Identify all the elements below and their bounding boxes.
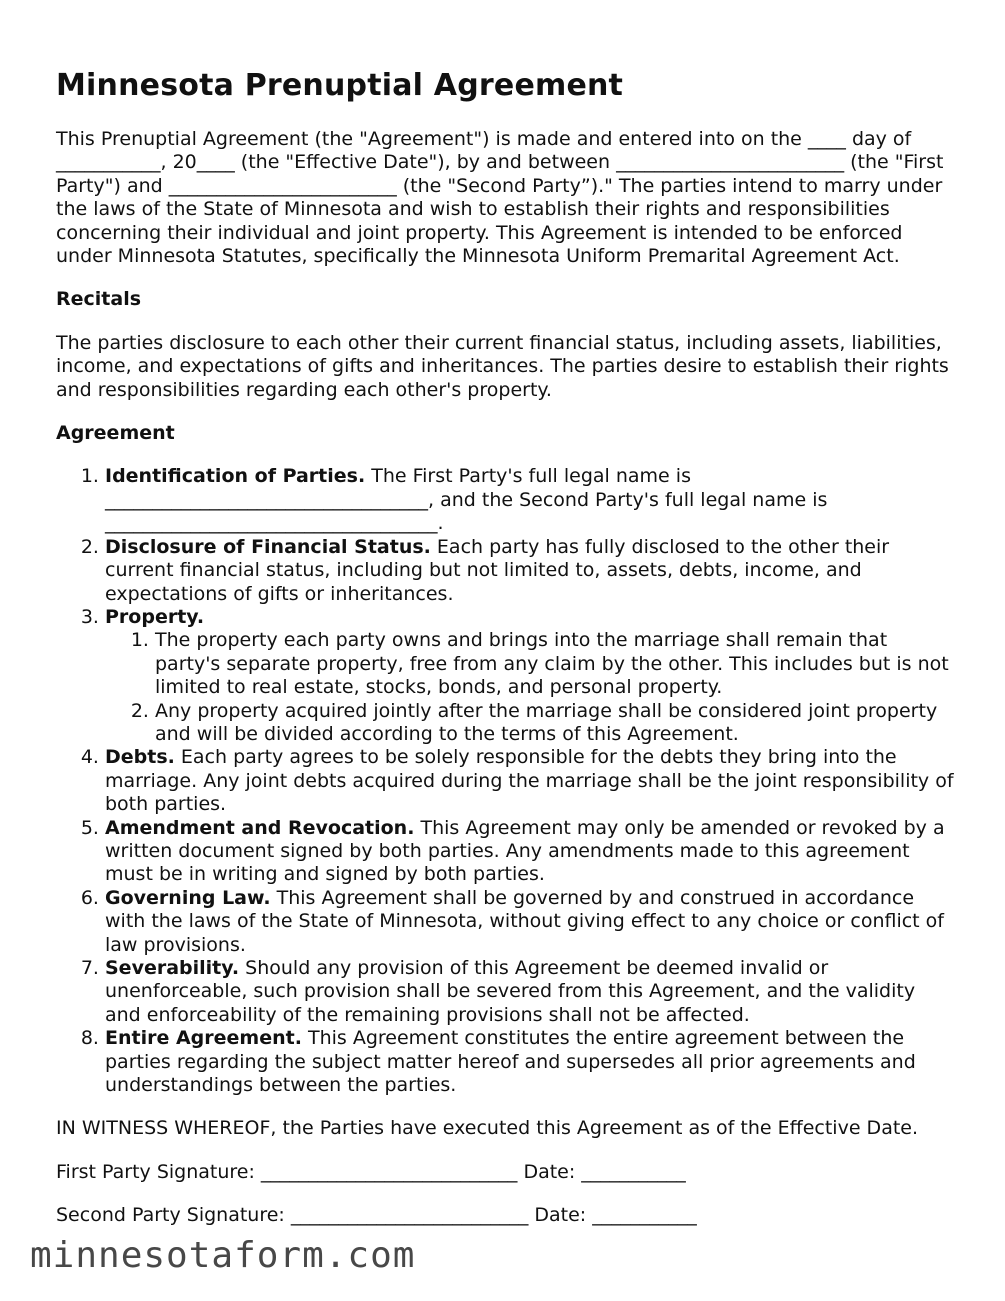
agreement-heading: Agreement [56, 422, 175, 445]
clause-governing-law [105, 887, 956, 957]
clause-entire-agreement [105, 1027, 956, 1097]
property-subitem: 2. Any property acquired jointly after the marriage shall be considered joint property and will be divided according to the terms of this Agreement. [155, 700, 956, 747]
clause-disclosure [105, 536, 956, 606]
property-sublist [105, 629, 956, 746]
clause-amendment [105, 817, 956, 887]
clause-identification [105, 465, 956, 535]
first-party-signature-line[interactable]: First Party Signature: ___________________________ Date: ___________ [56, 1160, 686, 1183]
second-party-signature-line[interactable]: Second Party Signature: _________________________ Date: ___________ [56, 1204, 697, 1227]
clause-text: Should any provision of this Agreement be deemed invalid or unenforceable, such provision shall be severed from this Agreement, and the validity and enforceability of the remaining provisions shall not be affected. [105, 957, 916, 1026]
intro-paragraph: This Prenuptial Agreement (the "Agreement") is made and entered into on the ____ day of ___________, 20____ (the "Effective Date"), by and between ________________________ (the "First Party") and ________________________ (the "Second Party”)." The parties intend to marry under the laws of the State of Minnesota and wish to establish their rights and responsibilities concerning their individual and joint property. This Agreement is intended to be enforced under Minnesota Statutes, specifically the Minnesota Uniform Premarital Agreement Act. [56, 128, 944, 268]
watermark-text: minnesotaform.com [30, 1235, 416, 1276]
clause-title: Amendment and Revocation. [105, 816, 415, 839]
clause-text: This Agreement constitutes the entire agreement between the parties regarding the subject matter hereof and supersedes all prior agreements and understandings between the parties. [105, 1027, 916, 1097]
property-subitem: 1. The property each party owns and brings into the marriage shall remain that party's separate property, free from any claim by the other. This includes but is not limited to real estate, stocks, bonds, and personal property. [155, 629, 956, 699]
clause-title: Governing Law. [105, 886, 271, 909]
agreement-list [56, 465, 956, 1097]
recitals-paragraph: The parties disclosure to each other their current financial status, including assets, liabilities, income, and expectations of gifts and inheritances. The parties desire to establish their rights and responsibilities regarding each other's property. [56, 331, 949, 401]
witness-statement: IN WITNESS WHEREOF, the Parties have executed this Agreement as of the Effective Date. [56, 1117, 919, 1140]
clause-title: Identification of Parties. [105, 465, 366, 488]
clause-debts [105, 746, 956, 816]
clause-title: Debts. [105, 746, 175, 769]
clause-title: Severability. [105, 957, 240, 979]
clause-severability [105, 957, 956, 1027]
document-title: Minnesota Prenuptial Agreement [56, 68, 624, 103]
clause-title: Disclosure of Financial Status. [105, 535, 431, 558]
clause-text: Each party has fully disclosed to the other their current financial status, including but not limited to, assets, debts, income, and expectations of gifts or inheritances. [105, 535, 890, 605]
recitals-heading: Recitals [56, 288, 142, 311]
clause-text: This Agreement shall be governed by and construed in accordance with the laws of the State of Minnesota, without giving effect to any choice or conflict of law provisions. [105, 886, 944, 956]
clause-text: The First Party's full legal name is __________________________________, and the Second Party's full legal name is ___________________________________. [105, 465, 828, 535]
clause-title: Entire Agreement. [105, 1027, 302, 1050]
document-page [56, 66, 956, 1248]
clause-text: Each party agrees to be solely responsible for the debts they bring into the marriage. Any joint debts acquired during the marriage shall be the joint responsibility of both parties. [105, 746, 954, 816]
clause-title: Property. [105, 605, 205, 628]
clause-property [105, 606, 956, 746]
clause-text: This Agreement may only be amended or revoked by a written document signed by both parties. Any amendments made to this agreement must be in writing and signed by both parties. [105, 816, 945, 886]
